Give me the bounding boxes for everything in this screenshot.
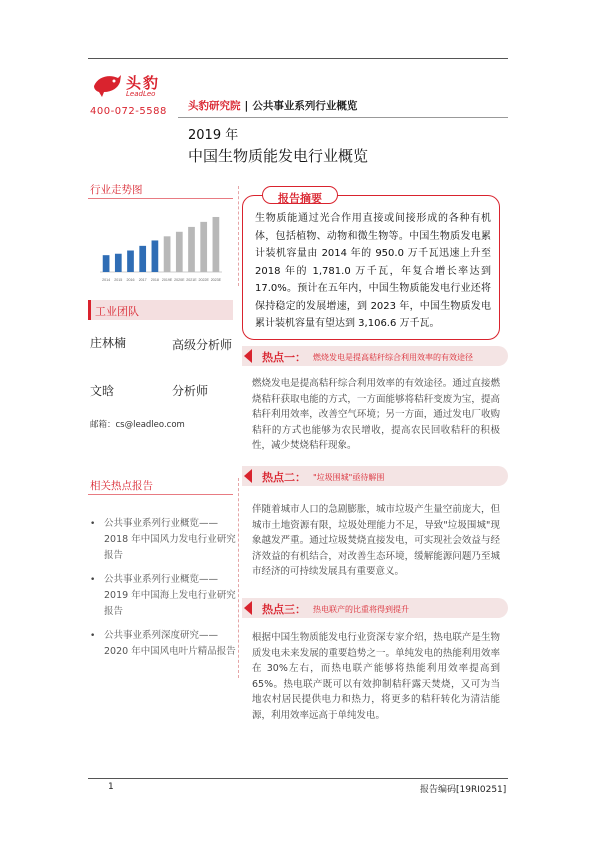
trend-bar <box>200 222 207 272</box>
trend-chart <box>96 204 226 284</box>
hotpoint-2-text: 伴随着城市人口的急剧膨胀，城市垃圾产生量空前庞大，但城市土地资源有限，垃圾处理能力不足，导致"垃圾围城"现象越发严重。通过垃圾焚烧直接发电，可实现社会效益与经济效益的有机结合，对改善生态环境，缓解能源问题乃至城市经济的可持续发展具有重要意义。 <box>252 504 500 577</box>
hotpoint-1-marker-icon <box>242 346 256 366</box>
summary-text: 生物质能通过光合作用直接或间接形成的各种有机体，包括植物、动物和微生物等。中国生物质发电累计装机容量由 2014 年的 950.0 万千瓦迅速上升至 2018 年的 1,781.0 万千瓦，年复合增长率达到 17.0%。预计在五年内，中国生物质能发电行业还将保持稳定的发展增速，到 2023 年，中国生物质发电累计装机容量有望达到 3,106.6 万千瓦。 <box>255 213 491 329</box>
hotpoint-1-label: 热点一： <box>262 351 306 364</box>
member-name-1: 庄林楠 <box>90 336 127 350</box>
trend-bar <box>164 236 171 272</box>
related-rule <box>88 494 233 495</box>
logo-brand-en: LeadLeo <box>126 90 156 98</box>
related-item-text: 公共事业系列行业概览——2019 年中国海上发电行业研究报告 <box>104 574 236 617</box>
trend-rule <box>88 198 233 199</box>
divider-dotted-2 <box>238 478 239 678</box>
related-heading: 相关热点报告 <box>90 480 153 492</box>
logo-brand-cn: 头豹 <box>126 74 161 92</box>
trend-tick-label: 2015 <box>114 278 123 282</box>
member-name-2: 文晗 <box>90 384 115 398</box>
team-heading: 工业团队 <box>95 305 139 318</box>
hotpoint-3-label: 热点三： <box>262 603 306 616</box>
trend-bar <box>139 246 146 272</box>
trend-tick-label: 2022E <box>198 278 209 282</box>
trend-tick-label: 2016 <box>126 278 135 282</box>
related-item[interactable] <box>90 572 238 620</box>
team-heading-bar <box>88 300 233 320</box>
trend-bar <box>213 217 220 272</box>
member-role-2: 分析师 <box>172 384 209 398</box>
trend-tick-label: 2020E <box>174 278 185 282</box>
trend-tick-label: 2018 <box>150 278 159 282</box>
report-title: 中国生物质能发电行业概览 <box>188 147 369 165</box>
bullet-icon: • <box>90 631 96 641</box>
series-header <box>188 98 357 113</box>
hotpoint-2-subtitle: "垃圾围城"亟待解围 <box>313 473 385 482</box>
trend-tick-label: 2021E <box>186 278 197 282</box>
related-item[interactable] <box>90 516 238 564</box>
trend-tick-label: 2019E <box>161 278 173 282</box>
related-item-text: 公共事业系列深度研究——2020 年中国风电叶片精品报告 <box>104 630 236 657</box>
top-rule <box>88 58 508 59</box>
bullet-icon: • <box>90 519 96 529</box>
header-separator: | <box>244 100 249 112</box>
summary-tab <box>262 186 338 204</box>
phone-number: 400-072-5588 <box>90 106 167 117</box>
divider-dotted-1 <box>238 186 239 286</box>
trend-bar <box>115 254 122 272</box>
hotpoint-3-subtitle: 热电联产的比重将得到提升 <box>313 605 409 614</box>
trend-tick-label: 2017 <box>138 278 147 282</box>
page-number: 1 <box>108 782 114 792</box>
summary-heading: 报告摘要 <box>278 192 322 205</box>
trend-tick-label: 2023E <box>210 278 222 282</box>
trend-bar <box>176 232 183 272</box>
hotpoint-3-marker-icon <box>242 598 256 618</box>
hotpoint-3-text: 根据中国生物质能发电行业资深专家介绍，热电联产是生物质发电未来发展的重要趋势之一。单纯发电的热能利用效率在 30%左右，而热电联产能够将热能利用效率提高到 65%。热电联产既可以有效抑制秸秆露天焚烧，又可为当地农村居民提供电力和热力，将更多的秸秆转化为清洁能源，利用效率远高于单纯发电。 <box>252 632 500 721</box>
bottom-rule <box>88 778 508 779</box>
hotpoint-2-label: 热点二： <box>262 471 306 484</box>
report-year: 2019 年 <box>188 128 239 143</box>
related-item[interactable] <box>90 628 238 660</box>
bullet-icon: • <box>90 575 96 585</box>
report-code: 报告编码[19RI0251] <box>420 785 507 795</box>
trend-heading: 行业走势图 <box>90 184 143 196</box>
hotpoint-1-subtitle: 燃烧发电是提高秸秆综合利用效率的有效途径 <box>313 353 473 362</box>
trend-bar <box>188 227 195 272</box>
trend-bar <box>103 255 110 272</box>
institute-name: 头豹研究院 <box>188 100 241 112</box>
trend-tick-label: 2014 <box>102 278 111 282</box>
hotpoint-1-text: 燃烧发电是提高秸秆综合利用效率的有效途径。通过直接燃烧秸秆获取电能的方式，一方面能够将秸秆变废为宝，提高秸秆利用效率，改善空气环境；另一方面，通过发电厂收购秸秆的方式也能够为农民增收，提高农民回收秸秆的积极性，减少焚烧秸秆现象。 <box>252 378 500 451</box>
related-item-text: 公共事业系列行业概览——2018 年中国风力发电行业研究报告 <box>104 518 236 561</box>
trend-bar <box>127 250 134 272</box>
team-email[interactable]: 邮箱：cs@leadleo.com <box>90 420 185 430</box>
logo <box>92 70 192 100</box>
series-rule <box>178 117 508 118</box>
related-list <box>90 516 238 668</box>
trend-bar <box>152 240 159 272</box>
member-role-1: 高级分析师 <box>172 338 233 352</box>
leopard-logo-icon <box>92 72 122 98</box>
hotpoint-2-marker-icon <box>242 466 256 486</box>
series-category: 公共事业系列行业概览 <box>252 100 358 112</box>
